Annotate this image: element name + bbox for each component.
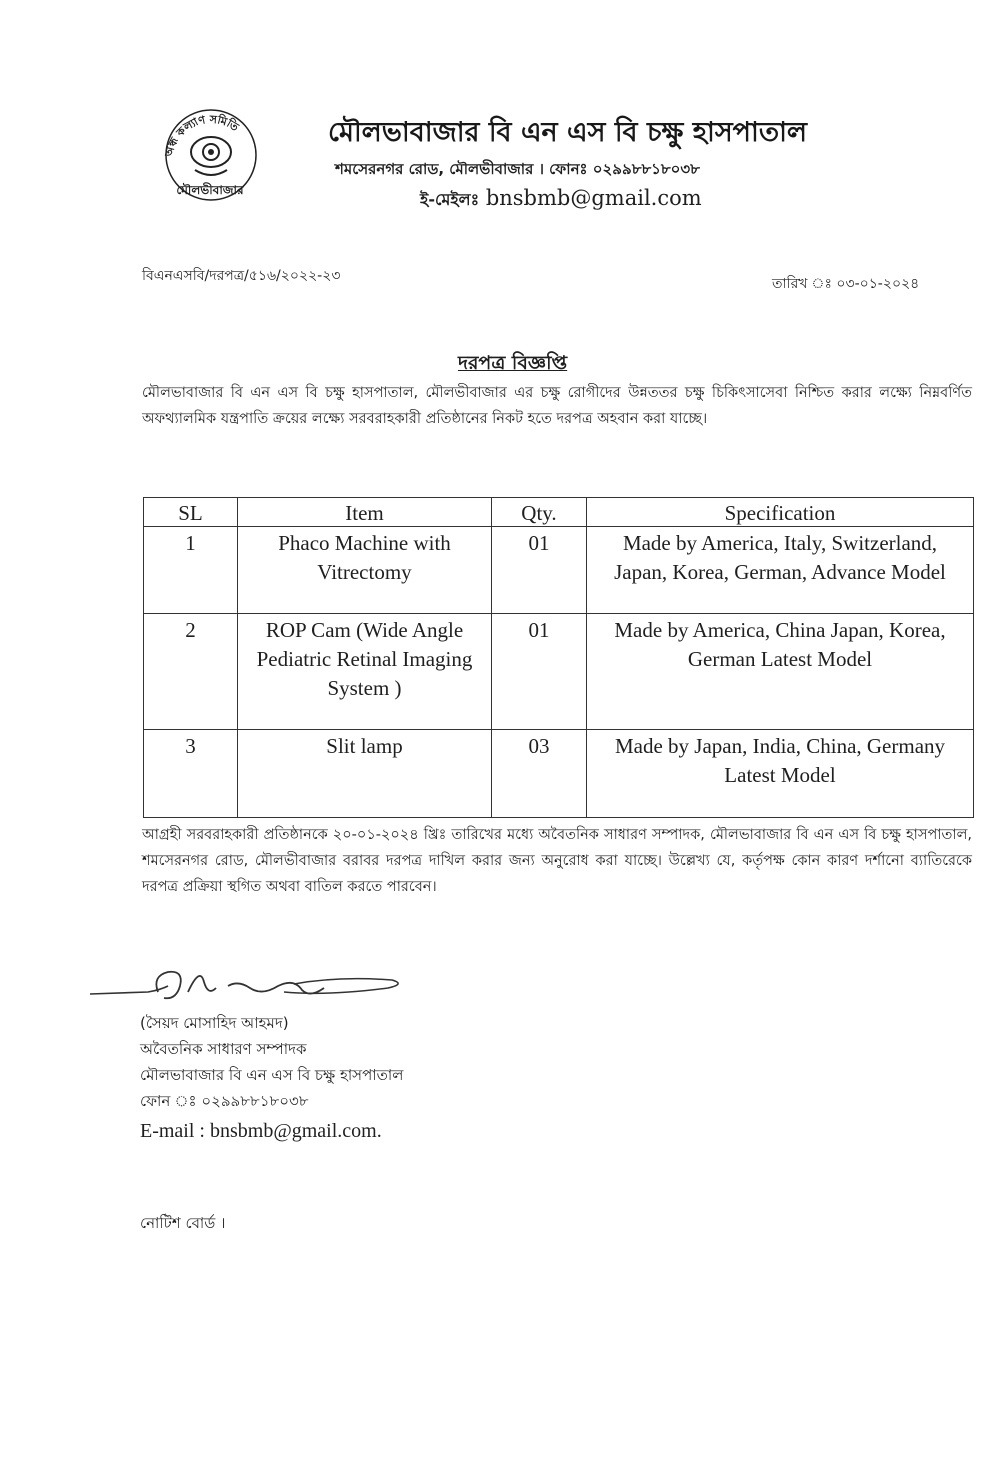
- seal-arc-text: অন্ধ কল্যাণ সমিতি: [162, 112, 241, 158]
- cell-qty: 03: [492, 730, 587, 818]
- cell-qty: 01: [492, 527, 587, 614]
- cell-spec: Made by America, Italy, Switzerland, Japan, Korea, German, Advance Model: [587, 527, 974, 614]
- header-qty: Qty.: [492, 498, 587, 527]
- header-email-line: [420, 186, 702, 214]
- tender-items-table: [143, 497, 973, 818]
- cell-spec: Made by America, China Japan, Korea, German Latest Model: [587, 614, 974, 730]
- cell-item: ROP Cam (Wide Angle Pediatric Retinal Imaging System ): [238, 614, 492, 730]
- notice-heading: দরপত্র বিজ্ঞপ্তি: [458, 352, 568, 374]
- cell-item: Phaco Machine with Vitrectomy: [238, 527, 492, 614]
- cell-qty: 01: [492, 614, 587, 730]
- cell-sl: 3: [144, 730, 238, 818]
- header-email: bnsbmb@gmail.com: [485, 186, 702, 210]
- seal-label: মৌলভীবাজার: [176, 183, 244, 197]
- header-item: Item: [238, 498, 492, 527]
- signatory-organization: মৌলভাবাজার বি এন এস বি চক্ষু হাসপাতাল: [140, 1066, 404, 1084]
- table-header-row: [144, 498, 974, 527]
- cell-item: Slit lamp: [238, 730, 492, 818]
- signature-block: [140, 1010, 403, 1148]
- header-specification: Specification: [587, 498, 974, 527]
- table-row: [144, 527, 974, 614]
- handwritten-signature: [88, 962, 408, 1012]
- table-row: [144, 614, 974, 730]
- intro-paragraph: মৌলভাবাজার বি এন এস বি চক্ষু হাসপাতাল, মৌলভীবাজার এর চক্ষু রোগীদের উন্নততর চক্ষু চিকিৎসাসেবা নিশ্চিত করার লক্ষ্যে নিম্নবর্ণিত অফথ্যালমিক যন্ত্রপাতি ক্রয়ের লক্ষ্যে সরবরাহকারী প্রতিষ্ঠানের নিকট হতে দরপত্র অহবান করা যাচ্ছে।: [142, 385, 972, 427]
- header-email-label: ই-মেইলঃ: [420, 190, 480, 209]
- distribution-note: নোটিশ বোর্ড ।: [140, 1214, 226, 1232]
- notice-date: তারিখ ঃ ০৩-০১-২০২৪: [772, 276, 920, 292]
- signatory-phone: ফোন ঃ ০২৯৯৮৮১৮০৩৮: [140, 1092, 309, 1110]
- cell-spec: Made by Japan, India, China, Germany Latest Model: [587, 730, 974, 818]
- cell-sl: 2: [144, 614, 238, 730]
- header-sl: SL: [144, 498, 238, 527]
- signatory-title: অবৈতনিক সাধারণ সম্পাদক: [140, 1040, 307, 1058]
- cell-sl: 1: [144, 527, 238, 614]
- hospital-address: শমসেরনগর রোড, মৌলভীবাজার । ফোনঃ ০২৯৯৮৮১৮০৩৮: [335, 160, 700, 178]
- signatory-email: E-mail : bnsbmb@gmail.com.: [140, 1120, 382, 1142]
- reference-number: বিএনএসবি/দরপত্র/৫১৬/২০২২-২৩: [142, 268, 341, 284]
- table-row: [144, 730, 974, 818]
- hospital-title: মৌলভাবাজার বি এন এস বি চক্ষু হাসপাতাল: [328, 117, 808, 148]
- signatory-name: (সৈয়দ মোসাহিদ আহমদ): [140, 1014, 289, 1032]
- closing-paragraph: আগ্রহী সরবরাহকারী প্রতিষ্ঠানকে ২০-০১-২০২৪ খ্রিঃ তারিখের মধ্যে অবৈতনিক সাধারণ সম্পাদক, মৌলভাবাজার বি এন এস বি চক্ষু হাসপাতাল, শমসেরনগর রোড, মৌলভীবাজার বরাবর দরপত্র দাখিল করার জন্য অনুরোধ করা যাচ্ছে। উল্লেখ্য যে, কর্তৃপক্ষ কোন কারণ দর্শানো ব্যাতিরেকে দরপত্র প্রক্রিয়া স্থগিত অথবা বাতিল করতে পারবেন।: [142, 827, 972, 895]
